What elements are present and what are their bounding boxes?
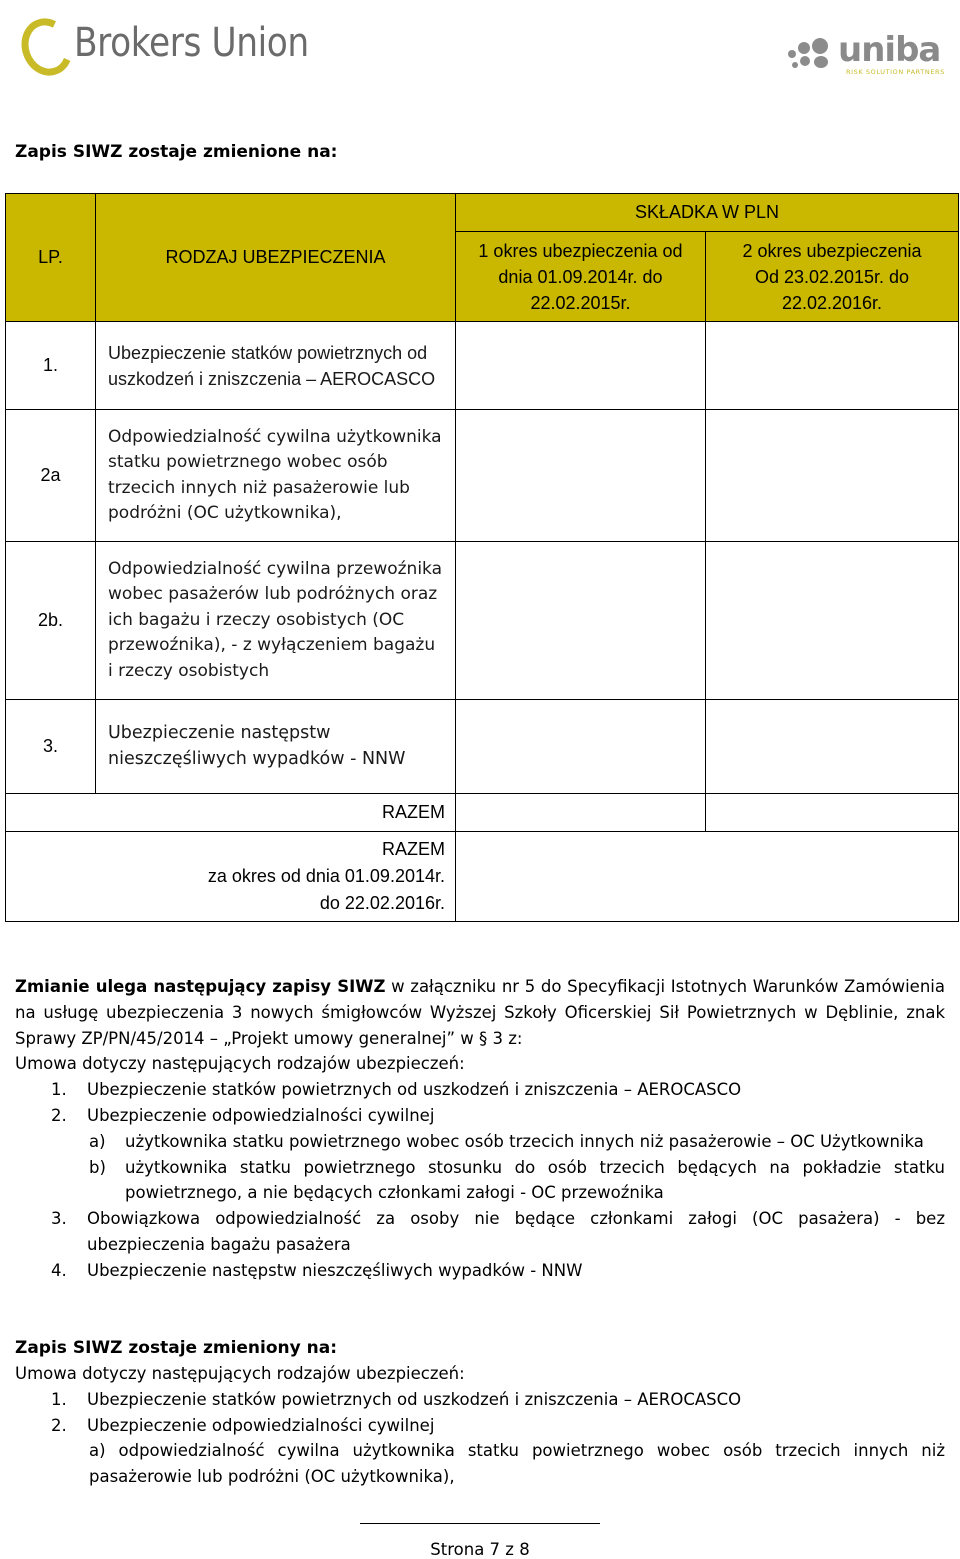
list-item: 4. Ubezpieczenie następstw nieszczęśliwych wypadków - NNW <box>51 1260 583 1280</box>
insurance-table <box>5 193 959 922</box>
new-wording <box>15 1361 945 1490</box>
col-header-type: RODZAJ UBEZPIECZENIA <box>96 194 456 322</box>
brokers-union-logo-mark <box>14 11 81 83</box>
total-overall-label <box>6 832 456 922</box>
contract-intro: Umowa dotyczy następujących rodzajów ubezpieczeń: <box>15 1054 465 1074</box>
row-lp: 2b. <box>6 542 96 700</box>
section-heading-changed: Zapis SIWZ zostaje zmienione na: <box>15 142 338 162</box>
row-premium-period1 <box>456 542 706 700</box>
list-subitem: a) użytkownika statku powietrznego wobec osób trzecich innych niż pasażerowie – OC Użytkownika <box>89 1131 924 1151</box>
list-item: 1. Ubezpieczenie statków powietrznych od uszkodzeń i zniszczenia – AEROCASCO <box>51 1080 742 1100</box>
row-premium-period2 <box>706 542 959 700</box>
total-label: RAZEM <box>6 794 456 832</box>
col-header-lp: LP. <box>6 194 96 322</box>
uniba-logo-mark <box>788 38 838 68</box>
total-overall-line2: za okres od dnia 01.09.2014r. <box>207 866 445 886</box>
uniba-logo <box>788 30 953 80</box>
footer-divider <box>360 1523 600 1524</box>
row-premium-period1 <box>456 322 706 410</box>
row-lp: 3. <box>6 700 96 794</box>
brokers-union-logo <box>18 14 318 84</box>
list-subitem: b) użytkownika statku powietrznego stosunku do osób trzecich będących na pokładzie statku powietrznego, a nie będących członkami załogi - OC przewoźnika <box>89 1157 945 1203</box>
change-lead-paragraph <box>15 974 945 1051</box>
total-overall-line3: do 22.02.2016r. <box>319 893 445 913</box>
list-item: 2. Ubezpieczenie odpowiedzialności cywilnej <box>51 1105 435 1125</box>
change-description <box>15 974 945 1284</box>
row-premium-period2 <box>706 410 959 542</box>
total-period1 <box>456 794 706 832</box>
total-overall-line1: RAZEM <box>382 839 445 859</box>
col-header-premium: SKŁADKA W PLN <box>456 194 959 232</box>
row-description: Odpowiedzialność cywilna przewoźnika wobec pasażerów lub podróżnych oraz ich bagażu i rzeczy osobistych (OC przewoźnika), - z wyłączeniem bagażu i rzeczy osobistych <box>96 542 456 700</box>
list-item: 3. Obowiązkowa odpowiedzialność za osoby nie będące członkami załogi (OC pasażera) - bez ubezpieczenia bagażu pasażera <box>51 1209 945 1254</box>
row-description: Odpowiedzialność cywilna użytkownika statku powietrznego wobec osób trzecich innych niż pasażerowie lub podróżni (OC użytkownika), <box>96 410 456 542</box>
row-premium-period1 <box>456 410 706 542</box>
uniba-logo-text: uniba <box>838 30 941 70</box>
row-premium-period2 <box>706 322 959 410</box>
row-premium-period1 <box>456 700 706 794</box>
row-premium-period2 <box>706 700 959 794</box>
page-number: Strona 7 z 8 <box>430 1540 530 1559</box>
total-period2 <box>706 794 959 832</box>
change-lead-bold: Zmianie ulega następujący zapisy SIWZ <box>15 977 386 996</box>
list-item: 2. Ubezpieczenie odpowiedzialności cywilnej <box>51 1415 435 1435</box>
brokers-union-logo-text: Brokers Union <box>74 20 309 66</box>
col-header-period1: 1 okres ubezpieczenia od dnia 01.09.2014r. do 22.02.2015r. <box>456 232 706 322</box>
change-lead-text: w załączniku nr 5 do Specyfikacji Istotnych Warunków Zamówienia na usługę ubezpieczenia 3 nowych śmigłowców Wyższej Szkoły Oficerskiej Sił Powietrznych w Dęblinie, znak Sprawy ZP/PN/45/2014 – „Projekt umowy generalnej” w § 3 z: <box>15 977 945 1048</box>
row-lp: 1. <box>6 322 96 410</box>
row-lp: 2a <box>6 410 96 542</box>
contract-intro-new: Umowa dotyczy następujących rodzajów ubezpieczeń: <box>15 1364 465 1383</box>
list-subitem: a) odpowiedzialność cywilna użytkownika statku powietrznego wobec osób trzecich innych niż pasażerowie lub podróżni (OC użytkownika), <box>89 1441 945 1487</box>
total-overall-value <box>456 832 959 922</box>
uniba-logo-tagline: RISK SOLUTION PARTNERS <box>846 68 945 76</box>
list-item: 1. Ubezpieczenie statków powietrznych od uszkodzeń i zniszczenia – AEROCASCO <box>51 1389 742 1409</box>
row-description: Ubezpieczenie statków powietrznych od uszkodzeń i zniszczenia – AEROCASCO <box>96 322 456 410</box>
col-header-period2: 2 okres ubezpieczenia Od 23.02.2015r. do 22.02.2016r. <box>706 232 959 322</box>
row-description: Ubezpieczenie następstw nieszczęśliwych wypadków - NNW <box>96 700 456 794</box>
page-header <box>0 0 960 100</box>
section-heading-changed-to: Zapis SIWZ zostaje zmieniony na: <box>15 1338 338 1358</box>
